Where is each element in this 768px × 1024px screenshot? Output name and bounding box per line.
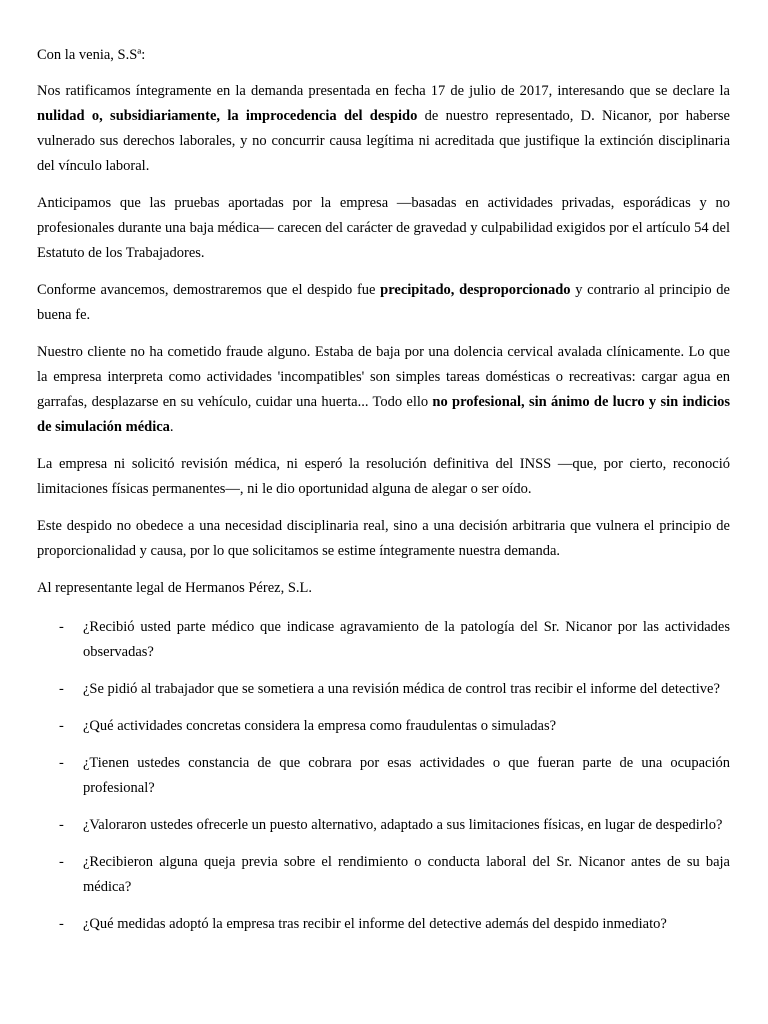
paragraph-conclusion: Este despido no obedece a una necesidad disciplinaria real, sino a una decisión arbitraria que vulnera el principio de proporcionalidad y causa, por lo que solicitamos se estime íntegramente nuestra demanda. <box>37 518 730 559</box>
emphasis-text: nulidad o, subsidiariamente, la improcedencia del despido <box>37 108 418 124</box>
bullet-dash: - <box>59 817 64 833</box>
question-item <box>37 714 730 739</box>
paragraph-procedure: La empresa ni solicitó revisión médica, ni esperó la resolución definitiva del INSS —que, por cierto, reconoció limitaciones físicas permanentes—, ni le dio oportunidad alguna de alegar o ser oído. <box>37 456 730 497</box>
question-item <box>37 677 730 702</box>
question-item <box>37 850 730 900</box>
paragraph-evidence: Anticipamos que las pruebas aportadas por la empresa —basadas en actividades privadas, esporádicas y no profesionales durante una baja médica— carecen del carácter de gravedad y culpabilidad exigidos por el artículo 54 del Estatuto de los Trabajadores. <box>37 195 730 261</box>
paragraph-addressee: Al representante legal de Hermanos Pérez, S.L. <box>37 580 312 596</box>
question-text: ¿Se pidió al trabajador que se sometiera a una revisión médica de control tras recibir el informe del detective? <box>83 681 720 697</box>
bullet-dash: - <box>59 681 64 697</box>
question-item <box>37 615 730 665</box>
paragraph-argument <box>37 278 730 328</box>
question-text: ¿Recibieron alguna queja previa sobre el rendimiento o conducta laboral del Sr. Nicanor antes de su baja médica? <box>83 854 730 895</box>
paragraph-text: de nuestro representado, D. Nicanor, por haberse vulnerado sus derechos laborales, y no concurrir causa legítima ni acreditada que justifique la extinción disciplinaria del vínculo laboral. <box>37 108 730 174</box>
bullet-dash: - <box>59 619 64 635</box>
question-text: ¿Valoraron ustedes ofrecerle un puesto alternativo, adaptado a sus limitaciones físicas, en lugar de despedirlo? <box>83 817 723 833</box>
paragraph-text: . <box>169 419 174 435</box>
bullet-dash: - <box>59 854 64 870</box>
question-text: ¿Tienen ustedes constancia de que cobrara por esas actividades o que fueran parte de una ocupación profesional? <box>83 755 730 796</box>
paragraph-text: Conforme avancemos, demostraremos que el despido fue <box>37 282 381 298</box>
paragraph-text: Nos ratificamos íntegramente en la demanda presentada en fecha 17 de julio de 2017, interesando que se declare la <box>37 83 730 99</box>
bullet-dash: - <box>59 916 64 932</box>
question-text: ¿Qué actividades concretas considera la empresa como fraudulentas o simuladas? <box>83 718 557 734</box>
bullet-dash: - <box>59 718 64 734</box>
emphasis-text: no profesional, sin ánimo de lucro y sin indicios de simulación médica <box>37 394 731 435</box>
emphasis-text: precipitado, desproporcionado <box>380 282 571 298</box>
question-item <box>37 912 730 937</box>
question-list <box>37 615 730 937</box>
question-item <box>37 751 730 801</box>
question-item <box>37 813 730 838</box>
paragraph-text: y contrario al principio de buena fe. <box>37 282 730 323</box>
paragraph-text: Nuestro cliente no ha cometido fraude alguno. Estaba de baja por una dolencia cervical avalada clínicamente. Lo que la empresa interpreta como actividades 'incompatibles' son simples tareas domésticas o recreativas: cargar agua en garrafas, desplazarse en su vehículo, cuidar una huerta... Todo ello <box>37 344 730 410</box>
paragraph-no-fraud <box>37 340 730 440</box>
question-text: ¿Recibió usted parte médico que indicase agravamiento de la patología del Sr. Nicanor por las actividades observadas? <box>83 619 730 660</box>
paragraph-ratification <box>37 79 730 179</box>
bullet-dash: - <box>59 755 64 771</box>
question-text: ¿Qué medidas adoptó la empresa tras recibir el informe del detective además del despido inmediato? <box>83 916 667 932</box>
salutation: Con la venia, S.Sª: <box>37 47 146 63</box>
